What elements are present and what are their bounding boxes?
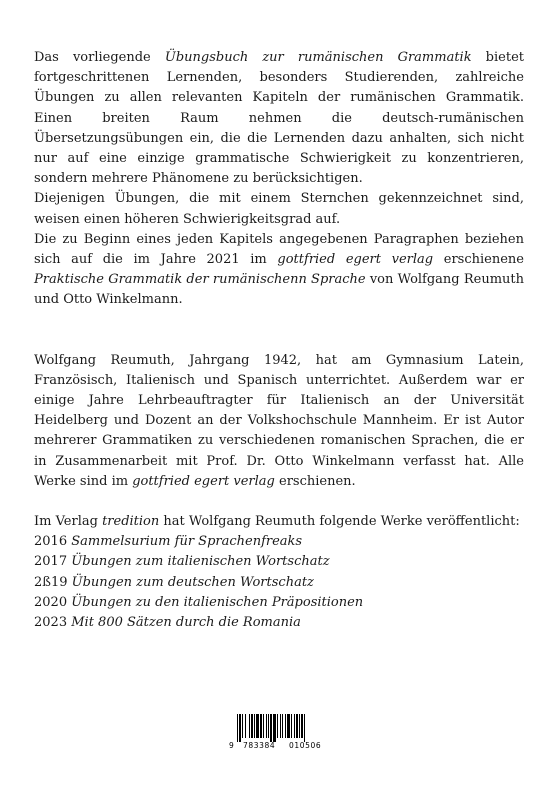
- work-title: Sammelsurium für Sprachenfreaks: [71, 534, 303, 550]
- work-year: 2ß19: [34, 574, 68, 590]
- works-list: [34, 512, 524, 633]
- work-title: Übungen zum deutschen Wortschatz: [71, 574, 314, 590]
- barcode-group-right: 010506: [289, 741, 322, 750]
- barcode-bar: [254, 714, 255, 738]
- works-intro-text: Im Verlag: [34, 514, 103, 530]
- grammar-book-title: Praktische Grammatik der rumänischenn Sprache: [34, 272, 366, 288]
- book-title: Übungsbuch zur rumänischen Grammatik: [164, 50, 472, 65]
- work-year: 2020: [34, 594, 68, 610]
- publisher-name: tredition: [102, 514, 160, 530]
- barcode-bar: [256, 714, 259, 738]
- barcode-bar: [263, 714, 264, 738]
- spacer: [34, 331, 524, 351]
- work-title: Übungen zum italienischen Wortschatz: [71, 554, 330, 570]
- works-intro-end: hat Wolfgang Reumuth folgende Werke veröffentlicht:: [159, 514, 520, 530]
- barcode-bar: [239, 714, 241, 742]
- intro-text-continued: bietet fortgeschrittenen Lernenden, besonders Studierenden, zahlreiche Übungen zu allen relevanten Kapiteln der rumänischen Grammatik. Einen breiten Raum nehmen die deutsch-rumänischen Übersetzungsübungen ein, die die Lernenden dazu anhalten, sich nicht nur auf eine einzige grammatische Schwierigkeit zu konzentrieren, sondern mehrere Phänomene zu berücksichtigen.: [34, 50, 524, 187]
- publisher-name: gottfried egert verlag: [132, 473, 275, 489]
- barcode-bar: [273, 714, 276, 742]
- barcode-bar: [266, 714, 267, 738]
- intro-paragraph: [34, 48, 524, 189]
- spacer: [34, 311, 524, 331]
- reference-text-end: von Wolfgang Reumuth und Otto Winkelmann.: [34, 272, 524, 308]
- reference-paragraph: [34, 230, 524, 311]
- page-body: [34, 48, 524, 633]
- barcode-bar: [249, 714, 250, 738]
- author-bio-text: Wolfgang Reumuth, Jahrgang 1942, hat am Gymnasium Latein, Französisch, Italienisch und Spanisch unterrichtet. Außerdem war er einige Jahre Lehrbeauftragter für Italienisch an der Universität Heidelberg und Dozent an der Volkshochschule Mannheim. Er ist Autor mehrerer Grammatiken zu verschiedenen romanischen Sprachen, die er in Zusammenarbeit mit Prof. Dr. Otto Winkelmann verfasst hat. Alle Werke sind im: [34, 352, 524, 489]
- barcode-bar: [301, 714, 303, 738]
- list-item: [34, 552, 524, 572]
- barcode-bar: [282, 714, 283, 738]
- barcode-bar: [270, 714, 272, 742]
- barcode-bar: [245, 714, 246, 738]
- publisher-name: gottfried egert verlag: [277, 252, 434, 268]
- intro-text: Das vorliegende: [34, 50, 165, 65]
- barcode-bar: [260, 714, 262, 738]
- list-item: [34, 593, 524, 613]
- list-item: [34, 613, 524, 633]
- work-year: 2017: [34, 554, 68, 570]
- list-item: [34, 532, 524, 552]
- reference-text: Die zu Beginn eines jeden Kapitels angegebenen Paragraphen beziehen sich auf die im Jahre 2021 im: [34, 231, 524, 268]
- barcode-bar: [294, 714, 295, 738]
- work-year: 2016: [34, 534, 68, 550]
- barcode-bar: [296, 714, 298, 738]
- spacer: [34, 492, 524, 512]
- barcode-bar: [291, 714, 292, 738]
- barcode-bar: [280, 714, 281, 738]
- author-bio: [34, 351, 524, 492]
- author-bio-end: erschienen.: [274, 473, 356, 489]
- barcode-bar: [268, 714, 269, 738]
- reference-text-mid: erschienene: [433, 252, 524, 268]
- isbn-barcode: [229, 714, 329, 764]
- barcode-bar: [242, 714, 243, 738]
- barcode-bar: [237, 714, 238, 742]
- difficulty-note: [34, 189, 524, 229]
- work-title: Übungen zu den italienischen Präpositionen: [71, 594, 364, 610]
- barcode-bar: [299, 714, 300, 738]
- works-intro: [34, 512, 524, 532]
- barcode-bar: [304, 714, 305, 742]
- work-title: Mit 800 Sätzen durch die Romania: [71, 615, 301, 631]
- barcode-bar: [277, 714, 278, 738]
- barcode-bar: [285, 714, 286, 738]
- barcode-digit-first: 9: [229, 741, 235, 750]
- difficulty-text: Diejenigen Übungen, die mit einem Sternchen gekennzeichnet sind, weisen einen höheren Schwierigkeitsgrad auf.: [34, 191, 524, 227]
- barcode-bar: [287, 714, 290, 738]
- barcode-group-left: 783384: [243, 741, 276, 750]
- work-year: 2023: [34, 615, 68, 631]
- barcode-bar: [251, 714, 253, 738]
- list-item: [34, 573, 524, 593]
